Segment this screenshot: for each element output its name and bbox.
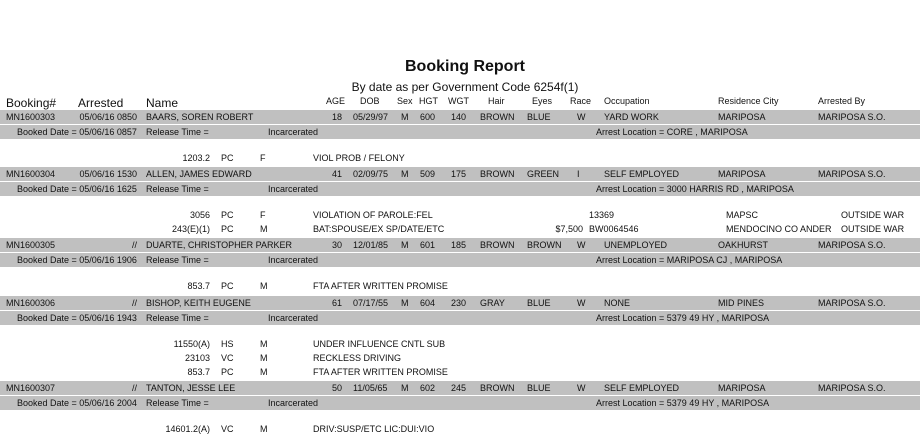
warrant-agency: MAPSC [726, 210, 759, 220]
height: 509 [420, 169, 436, 179]
release-time: Release Time = [146, 313, 209, 323]
charge-type: VC [221, 353, 234, 363]
arrested-by: MARIPOSA S.O. [818, 383, 886, 393]
eyes: BLUE [527, 383, 551, 393]
eyes: BLUE [527, 112, 551, 122]
height: 600 [420, 112, 436, 122]
charge-level: M [260, 281, 268, 291]
release-time: Release Time = [146, 398, 209, 408]
eyes: BROWN [527, 240, 562, 250]
header-age: AGE [326, 96, 346, 106]
report-title: Booking Report [405, 58, 525, 75]
hair: BROWN [480, 169, 515, 179]
arrested-datetime: // [131, 298, 137, 308]
race: W [577, 240, 586, 250]
charge-description: UNDER INFLUENCE CNTL SUB [313, 339, 446, 349]
header-sex: Sex [397, 96, 413, 106]
custody-status: Incarcerated [268, 184, 319, 194]
charge-type: VC [221, 424, 234, 434]
header-occupation: Occupation [604, 96, 650, 106]
sex: M [401, 169, 409, 179]
race: I [577, 169, 580, 179]
warrant-number: BW0064546 [589, 224, 639, 234]
record-band [0, 396, 920, 410]
warrant-type: OUTSIDE WAR [841, 210, 905, 220]
release-time: Release Time = [146, 184, 209, 194]
charge-level: F [260, 210, 266, 220]
weight: 175 [451, 169, 467, 179]
charge-description: VIOL PROB / FELONY [313, 153, 405, 163]
record-band [0, 311, 920, 325]
charge-code: 243(E)(1) [171, 224, 210, 234]
inmate-name: DUARTE, CHRISTOPHER PARKER [146, 240, 293, 250]
inmate-name: BISHOP, KEITH EUGENE [146, 298, 251, 308]
sex: M [401, 112, 409, 122]
charge-description: FTA AFTER WRITTEN PROMISE [313, 367, 448, 377]
report-subtitle: By date as per Government Code 6254f(1) [351, 80, 579, 94]
arrested-by: MARIPOSA S.O. [818, 169, 886, 179]
charge-type: PC [221, 224, 234, 234]
age: 30 [331, 240, 342, 250]
age: 18 [331, 112, 342, 122]
header-eyes: Eyes [532, 96, 553, 106]
booked-date: Booked Date = 05/06/16 1625 [17, 184, 137, 194]
residence-city: MARIPOSA [718, 112, 766, 122]
height: 602 [420, 383, 436, 393]
dob: 02/09/75 [353, 169, 389, 179]
charge-code: 853.7 [187, 367, 210, 377]
eyes: GREEN [527, 169, 560, 179]
arrested-by: MARIPOSA S.O. [818, 298, 886, 308]
arrested-datetime: // [131, 240, 137, 250]
occupation: SELF EMPLOYED [604, 169, 680, 179]
race: W [577, 383, 586, 393]
charge-level: F [260, 153, 266, 163]
header-name: Name [146, 96, 179, 110]
sex: M [401, 240, 409, 250]
sex: M [401, 298, 409, 308]
booking-number: MN1600306 [6, 298, 56, 308]
booked-date: Booked Date = 05/06/16 1906 [17, 255, 137, 265]
hair: BROWN [480, 383, 515, 393]
warrant-number: 13369 [589, 210, 615, 220]
inmate-name: ALLEN, JAMES EDWARD [146, 169, 252, 179]
charge-code: 1203.2 [182, 153, 210, 163]
weight: 245 [451, 383, 467, 393]
custody-status: Incarcerated [268, 398, 319, 408]
occupation: NONE [604, 298, 631, 308]
sex: M [401, 383, 409, 393]
header-hair: Hair [488, 96, 505, 106]
height: 601 [420, 240, 436, 250]
charge-level: M [260, 367, 268, 377]
header-booking: Booking# [6, 96, 57, 110]
charge-type: PC [221, 367, 234, 377]
arrested-datetime: // [131, 383, 137, 393]
arrest-location: Arrest Location = 5379 49 HY , MARIPOSA [596, 398, 770, 408]
arrested-by: MARIPOSA S.O. [818, 112, 886, 122]
hair: BROWN [480, 240, 515, 250]
hair: GRAY [480, 298, 505, 308]
eyes: BLUE [527, 298, 551, 308]
dob: 05/29/97 [353, 112, 389, 122]
arrest-location: Arrest Location = MARIPOSA CJ , MARIPOSA [596, 255, 783, 265]
charge-code: 14601.2(A) [165, 424, 210, 434]
booking-number: MN1600307 [6, 383, 56, 393]
dob: 12/01/85 [353, 240, 389, 250]
custody-status: Incarcerated [268, 255, 319, 265]
booking-number: MN1600305 [6, 240, 56, 250]
hair: BROWN [480, 112, 515, 122]
header-arrested: Arrested [78, 96, 124, 110]
charge-level: M [260, 224, 268, 234]
charge-description: RECKLESS DRIVING [313, 353, 402, 363]
weight: 230 [451, 298, 467, 308]
dob: 11/05/65 [353, 383, 388, 393]
arrest-location: Arrest Location = 5379 49 HY , MARIPOSA [596, 313, 770, 323]
release-time: Release Time = [146, 127, 209, 137]
charge-level: M [260, 353, 268, 363]
race: W [577, 298, 586, 308]
charge-description: BAT:SPOUSE/EX SP/DATE/ETC [313, 224, 445, 234]
arrest-location: Arrest Location = 3000 HARRIS RD , MARIPOSA [596, 184, 794, 194]
booked-date: Booked Date = 05/06/16 0857 [17, 127, 137, 137]
charge-code: 11550(A) [173, 339, 210, 349]
release-time: Release Time = [146, 255, 209, 265]
booking-number: MN1600304 [6, 169, 56, 179]
age: 41 [331, 169, 342, 179]
occupation: YARD WORK [604, 112, 659, 122]
arrested-by: MARIPOSA S.O. [818, 240, 886, 250]
race: W [577, 112, 586, 122]
residence-city: OAKHURST [718, 240, 769, 250]
arrested-datetime: 05/06/16 1530 [79, 169, 137, 179]
charge-type: HS [221, 339, 234, 349]
header-arrested-by: Arrested By [818, 96, 866, 106]
charge-code: 23103 [184, 353, 210, 363]
warrant-agency: MENDOCINO CO ANDER [726, 224, 832, 234]
header-wgt: WGT [448, 96, 469, 106]
record-band [0, 125, 920, 139]
arrested-datetime: 05/06/16 0850 [79, 112, 137, 122]
charge-level: M [260, 424, 268, 434]
header-hgt: HGT [419, 96, 438, 106]
header-dob: DOB [360, 96, 380, 106]
height: 604 [420, 298, 436, 308]
inmate-name: TANTON, JESSE LEE [146, 383, 236, 393]
bail-amount: $7,500 [555, 224, 583, 234]
residence-city: MARIPOSA [718, 383, 766, 393]
weight: 140 [451, 112, 467, 122]
occupation: UNEMPLOYED [604, 240, 668, 250]
charge-description: DRIV:SUSP/ETC LIC:DUI:VIO [313, 424, 435, 434]
residence-city: MARIPOSA [718, 169, 766, 179]
inmate-name: BAARS, SOREN ROBERT [146, 112, 254, 122]
custody-status: Incarcerated [268, 127, 319, 137]
charge-description: FTA AFTER WRITTEN PROMISE [313, 281, 448, 291]
charge-type: PC [221, 153, 234, 163]
occupation: SELF EMPLOYED [604, 383, 680, 393]
charge-description: VIOLATION OF PAROLE:FEL [313, 210, 433, 220]
age: 50 [331, 383, 342, 393]
dob: 07/17/55 [353, 298, 389, 308]
header-residence-city: Residence City [718, 96, 779, 106]
header-race: Race [570, 96, 592, 106]
charge-type: PC [221, 210, 234, 220]
residence-city: MID PINES [718, 298, 765, 308]
charge-code: 853.7 [187, 281, 210, 291]
charge-level: M [260, 339, 268, 349]
booked-date: Booked Date = 05/06/16 1943 [17, 313, 137, 323]
booked-date: Booked Date = 05/06/16 2004 [17, 398, 137, 408]
custody-status: Incarcerated [268, 313, 319, 323]
arrest-location: Arrest Location = CORE , MARIPOSA [596, 127, 748, 137]
weight: 185 [451, 240, 467, 250]
charge-code: 3056 [189, 210, 210, 220]
warrant-type: OUTSIDE WAR [841, 224, 905, 234]
age: 61 [331, 298, 342, 308]
charge-type: PC [221, 281, 234, 291]
booking-number: MN1600303 [6, 112, 56, 122]
